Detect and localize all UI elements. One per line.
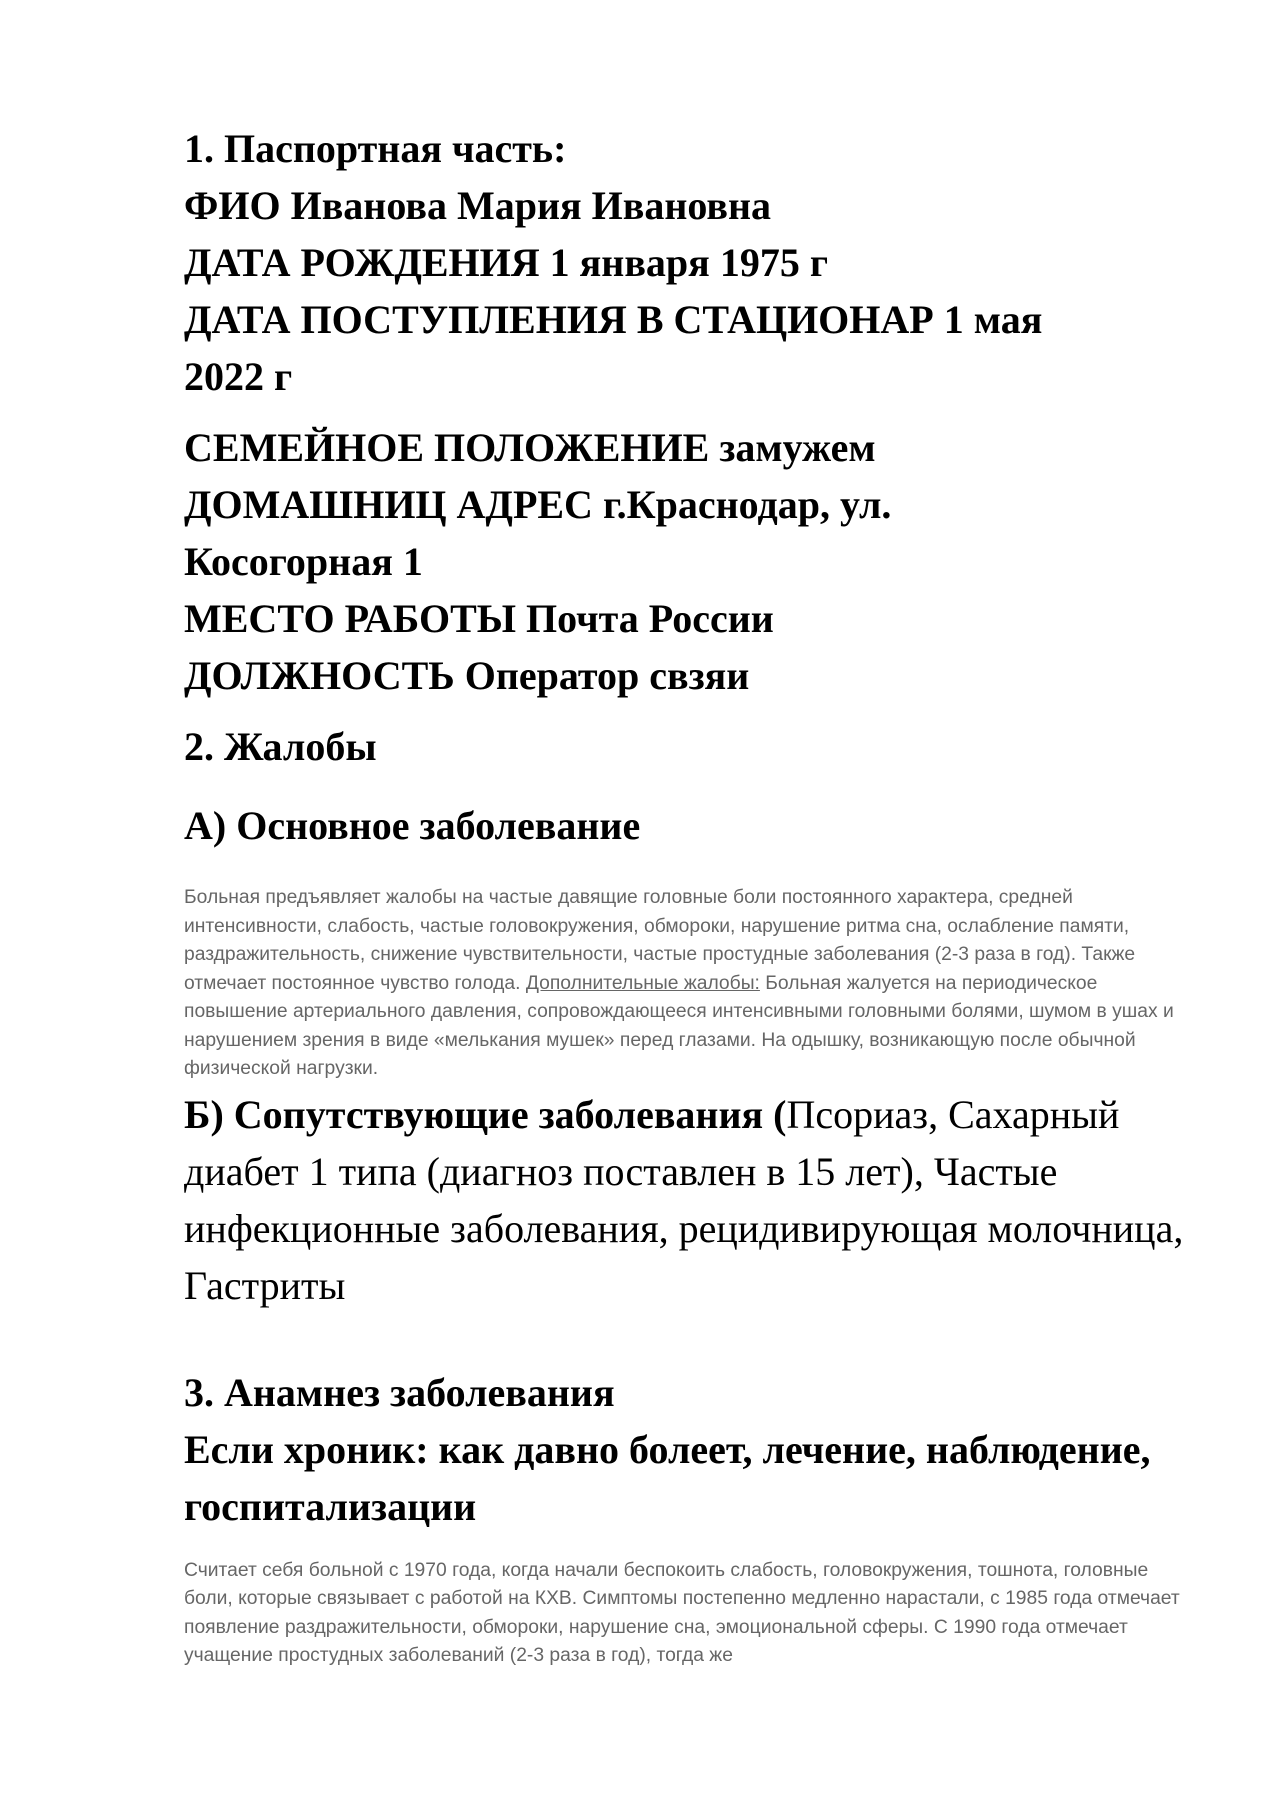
admission-date-line2: 2022 г <box>184 354 293 399</box>
patient-fio: ФИО Иванова Мария Ивановна <box>184 183 772 228</box>
anamnesis-text: Считает себя больной с 1970 года, когда начали беспокоить слабость, головокружения, тошнота, головные боли, которые связывает с работой на КХВ. Симптомы постепенно медленно нарастали, с 1985 года отмечает появление раздражительности, обмороки, нарушение сна, эмоциональной сферы. С 1990 года отмечает учащение простудных заболеваний (2-3 раза в год), тогда же <box>184 1559 1180 1666</box>
main-complaints-text-part2: Больная жалуется на периодическое повышение артериального давления, сопровождающееся интенсивными головными болями, шумом в ушах и нарушением зрения в виде «мелькания мушек» перед глазами. На одышку, возникающую после обычной физической нагрузки. <box>184 972 1174 1079</box>
comorbid-diseases <box>184 1086 1194 1314</box>
anamnesis-heading: 3. Анамнез заболевания <box>184 1369 615 1415</box>
main-disease-heading: А) Основное заболевание <box>184 803 641 848</box>
comorbid-text: Псориаз, Сахарный диабет 1 типа (диагноз поставлен в 15 лет), Частые инфекционные заболевания, рецидивирующая молочница, Гастриты <box>184 1091 1184 1308</box>
complaints-heading: 2. Жалобы <box>184 724 377 769</box>
admission-date-line1: ДАТА ПОСТУПЛЕНИЯ В СТАЦИОНАР 1 мая <box>184 297 1043 342</box>
anamnesis-subheading: Если хроник: как давно болеет, лечение, наблюдение, госпитализации <box>184 1426 1151 1529</box>
passport-section <box>184 120 1194 704</box>
main-complaints-text <box>184 884 1194 1084</box>
birth-date: ДАТА РОЖДЕНИЯ 1 января 1975 г <box>184 240 828 285</box>
main-complaints-text-part1: Больная предъявляет жалобы на частые давящие головные боли постоянного характера, средней интенсивности, слабость, частые головокружения, обмороки, нарушение ритма сна, ослабление памяти, раздражительность, снижение чувствительности, частые простудные заболевания (2-3 раза в год). Также отмечает постоянное чувство голода. <box>184 887 1136 994</box>
job-position: ДОЛЖНОСТЬ Оператор свзяи <box>184 653 750 698</box>
complaints-section <box>184 718 1194 1314</box>
workplace: МЕСТО РАБОТЫ Почта России <box>184 596 774 641</box>
anamnesis-section <box>184 1364 1194 1671</box>
passport-heading: 1. Паспортная часть: <box>184 126 567 171</box>
document-page <box>184 120 1194 1671</box>
marital-status: СЕМЕЙНОЕ ПОЛОЖЕНИЕ замужем <box>184 425 876 470</box>
comorbid-heading: Б) Сопутствующие заболевания ( <box>184 1091 787 1137</box>
home-address-line2: Косогорная 1 <box>184 539 423 584</box>
additional-complaints-label: Дополнительные жалобы: <box>525 972 760 994</box>
home-address-line1: ДОМАШНИЦ АДРЕС г.Краснодар, ул. <box>184 482 892 527</box>
